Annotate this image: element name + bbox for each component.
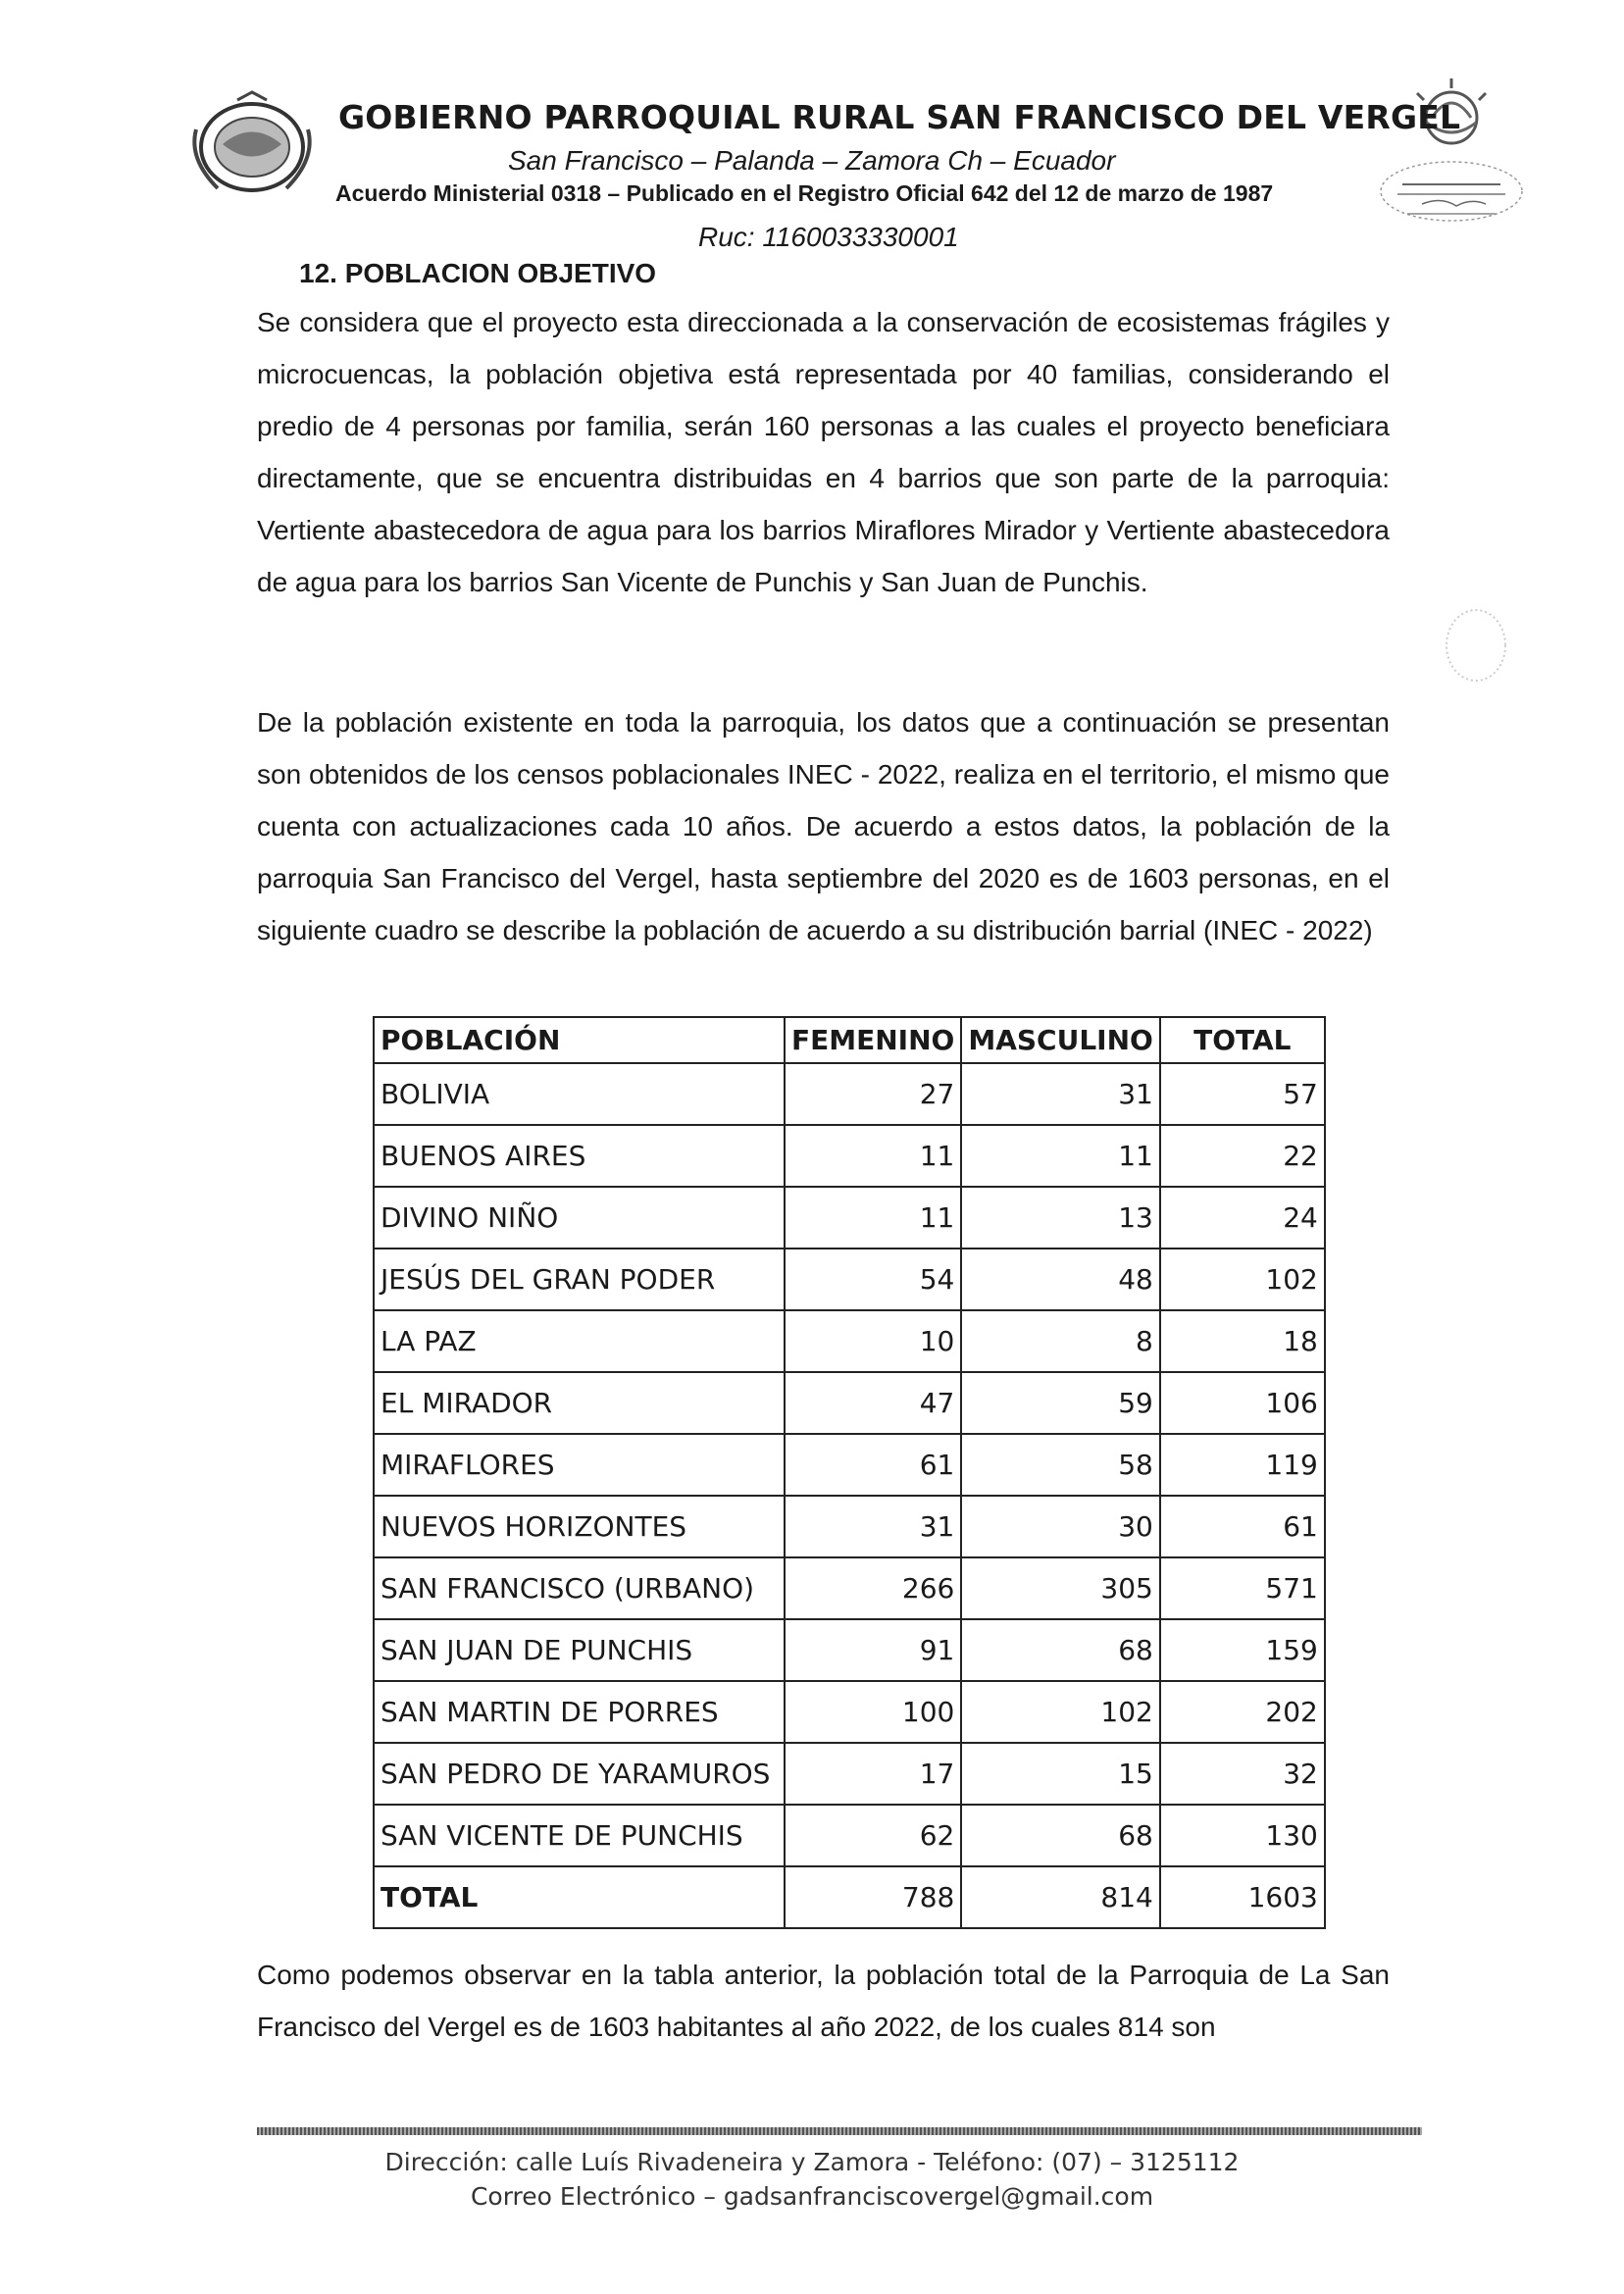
- table-total-row: [374, 1866, 1325, 1928]
- table-cell-male: 13: [961, 1187, 1159, 1249]
- paragraph-target-population: Se considera que el proyecto esta direccionada a la conservación de ecosistemas frágiles y microcuencas, la población objetiva está representada por 40 familias, considerando el predio de 4 personas por familia, serán 160 personas a las cuales el proyecto beneficiara directamente, que se encuentra distribuidas en 4 barrios que son parte de la parroquia: Vertiente abastecedora de agua para los barrios Miraflores Mirador y Vertiente abastecedora de agua para los barrios San Vicente de Punchis y San Juan de Punchis.: [257, 307, 1390, 597]
- coat-of-arms-icon: [178, 90, 326, 208]
- table-cell-male: 68: [961, 1805, 1159, 1866]
- column-header: TOTAL: [1160, 1017, 1325, 1063]
- table-cell-male: 15: [961, 1743, 1159, 1805]
- table-cell-total: 22: [1160, 1125, 1325, 1187]
- section-title: 12. POBLACION OBJETIVO: [299, 258, 657, 288]
- column-header: POBLACIÓN: [374, 1017, 785, 1063]
- scan-speckle-icon: [1442, 606, 1510, 685]
- table-cell-total: 18: [1160, 1310, 1325, 1372]
- table-row: [374, 1619, 1325, 1681]
- table-cell-female: 10: [785, 1310, 961, 1372]
- paragraph-census-data: De la población existente en toda la parroquia, los datos que a continuación se presentan son obtenidos de los censos poblacionales INEC - 2022, realiza en el territorio, el mismo que cuenta con actualizaciones cada 10 años. De acuerdo a estos datos, la población de la parroquia San Francisco del Vergel, hasta septiembre del 2020 es de 1603 personas, en el siguiente cuadro se describe la población de acuerdo a su distribución barrial (INEC - 2022): [257, 707, 1390, 945]
- header-subtitle: San Francisco – Palanda – Zamora Ch – Ecuador: [508, 145, 1116, 176]
- table-cell-name: BUENOS AIRES: [374, 1125, 785, 1187]
- table-cell-male: 305: [961, 1557, 1159, 1619]
- table-cell-total: 571: [1160, 1557, 1325, 1619]
- footer-divider: [257, 2127, 1422, 2135]
- table-row: [374, 1063, 1325, 1125]
- table-cell-female: 31: [785, 1496, 961, 1557]
- header-title: GOBIERNO PARROQUIAL RURAL SAN FRANCISCO DEL VERGEL: [338, 98, 1461, 136]
- table-cell-female: 91: [785, 1619, 961, 1681]
- table-cell-female: 788: [785, 1866, 961, 1928]
- table-row: [374, 1805, 1325, 1866]
- table-cell-total: 57: [1160, 1063, 1325, 1125]
- table-cell-female: 11: [785, 1125, 961, 1187]
- header-ruc: Ruc: 1160033330001: [698, 222, 959, 252]
- table-cell-male: 30: [961, 1496, 1159, 1557]
- table-cell-female: 17: [785, 1743, 961, 1805]
- table-cell-male: 8: [961, 1310, 1159, 1372]
- table-cell-total: 106: [1160, 1372, 1325, 1434]
- table-cell-name: SAN VICENTE DE PUNCHIS: [374, 1805, 785, 1866]
- table-cell-total: 1603: [1160, 1866, 1325, 1928]
- population-table: [373, 1016, 1326, 1929]
- table-row: [374, 1187, 1325, 1249]
- table-cell-male: 814: [961, 1866, 1159, 1928]
- table-cell-female: 100: [785, 1681, 961, 1743]
- footer-address: Dirección: calle Luís Rivadeneira y Zamora - Teléfono: (07) – 3125112: [384, 2148, 1240, 2176]
- table-row: [374, 1434, 1325, 1496]
- table-cell-female: 11: [785, 1187, 961, 1249]
- table-cell-name: TOTAL: [374, 1866, 785, 1928]
- table-row: [374, 1557, 1325, 1619]
- table-row: [374, 1496, 1325, 1557]
- table-cell-female: 61: [785, 1434, 961, 1496]
- table-row: [374, 1125, 1325, 1187]
- table-cell-name: DIVINO NIÑO: [374, 1187, 785, 1249]
- table-header-row: [374, 1017, 1325, 1063]
- table-row: [374, 1249, 1325, 1310]
- table-cell-name: SAN FRANCISCO (URBANO): [374, 1557, 785, 1619]
- table-cell-total: 102: [1160, 1249, 1325, 1310]
- table-cell-female: 62: [785, 1805, 961, 1866]
- table-cell-total: 159: [1160, 1619, 1325, 1681]
- table-cell-female: 47: [785, 1372, 961, 1434]
- table-cell-name: JESÚS DEL GRAN PODER: [374, 1249, 785, 1310]
- table-cell-total: 130: [1160, 1805, 1325, 1866]
- table-cell-female: 266: [785, 1557, 961, 1619]
- table-cell-male: 31: [961, 1063, 1159, 1125]
- table-cell-name: SAN PEDRO DE YARAMUROS: [374, 1743, 785, 1805]
- table-cell-total: 61: [1160, 1496, 1325, 1557]
- table-cell-male: 58: [961, 1434, 1159, 1496]
- table-cell-male: 59: [961, 1372, 1159, 1434]
- table-cell-total: 202: [1160, 1681, 1325, 1743]
- table-cell-female: 27: [785, 1063, 961, 1125]
- footer-email: Correo Electrónico – gadsanfranciscovergel@gmail.com: [470, 2182, 1154, 2211]
- paragraph-conclusion: Como podemos observar en la tabla anterior, la población total de la Parroquia de La San Francisco del Vergel es de 1603 habitantes al año 2022, de los cuales 814 son: [257, 1960, 1390, 2042]
- table-cell-name: NUEVOS HORIZONTES: [374, 1496, 785, 1557]
- table-row: [374, 1310, 1325, 1372]
- table-cell-male: 68: [961, 1619, 1159, 1681]
- table-cell-name: SAN MARTIN DE PORRES: [374, 1681, 785, 1743]
- parish-seal-icon: [1373, 69, 1530, 226]
- column-header: FEMENINO: [785, 1017, 961, 1063]
- table-cell-male: 48: [961, 1249, 1159, 1310]
- table-cell-male: 11: [961, 1125, 1159, 1187]
- table-cell-name: LA PAZ: [374, 1310, 785, 1372]
- table-cell-name: SAN JUAN DE PUNCHIS: [374, 1619, 785, 1681]
- column-header: MASCULINO: [961, 1017, 1159, 1063]
- table-cell-male: 102: [961, 1681, 1159, 1743]
- table-row: [374, 1681, 1325, 1743]
- table-cell-name: EL MIRADOR: [374, 1372, 785, 1434]
- table-cell-total: 24: [1160, 1187, 1325, 1249]
- table-cell-total: 119: [1160, 1434, 1325, 1496]
- header-acuerdo: Acuerdo Ministerial 0318 – Publicado en el Registro Oficial 642 del 12 de marzo de 1987: [335, 180, 1274, 206]
- table-cell-female: 54: [785, 1249, 961, 1310]
- table-row: [374, 1372, 1325, 1434]
- table-row: [374, 1743, 1325, 1805]
- table-cell-name: BOLIVIA: [374, 1063, 785, 1125]
- table-cell-name: MIRAFLORES: [374, 1434, 785, 1496]
- table-cell-total: 32: [1160, 1743, 1325, 1805]
